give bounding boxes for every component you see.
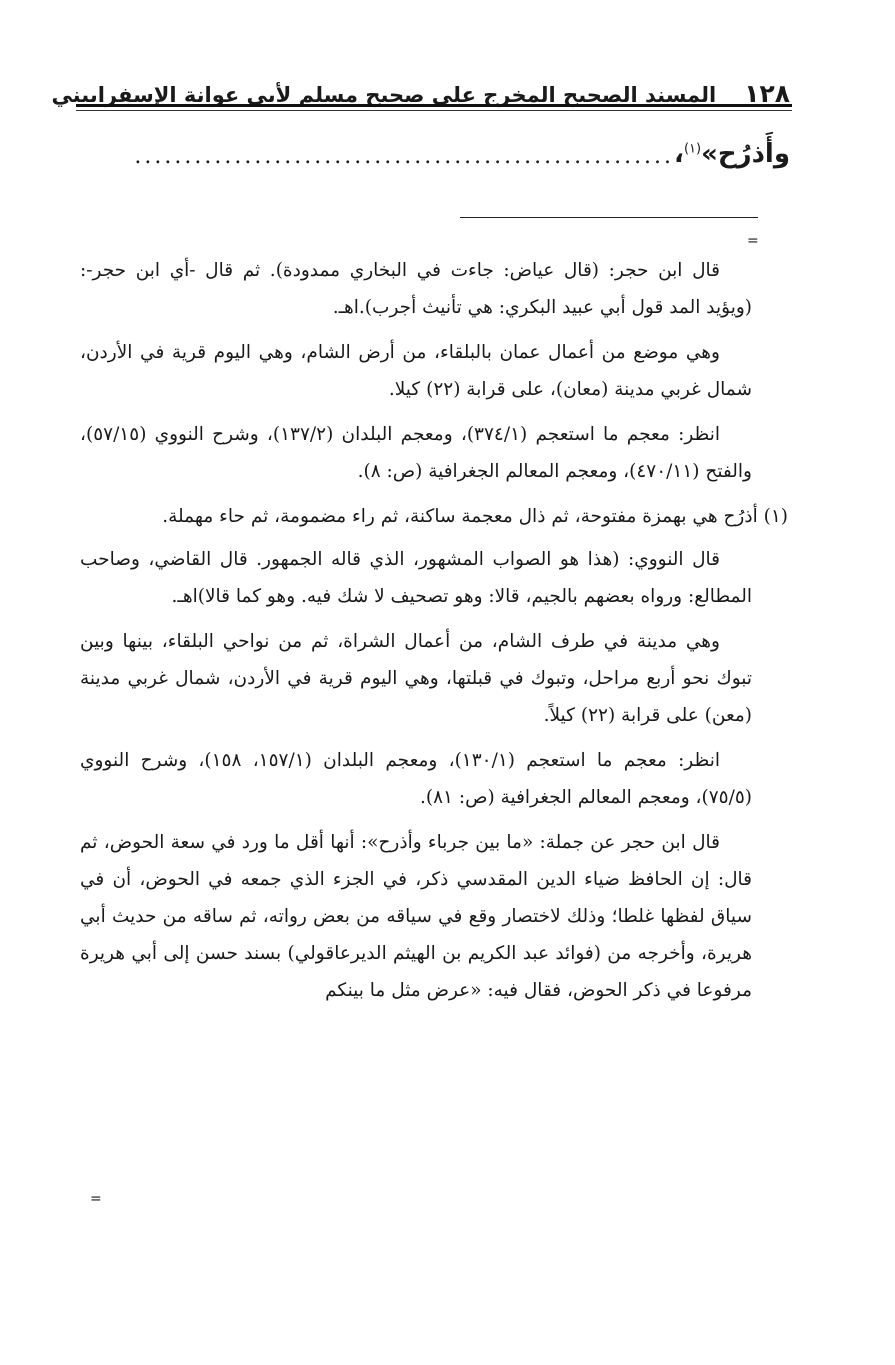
main-word-text: وأَذرُح» [701, 138, 790, 169]
page-header [51, 70, 790, 108]
footnote-paragraph: قال النووي: (هذا هو الصواب المشهور، الذي قاله الجمهور. قال القاضي، وصاحب المطالع: ورواه بعضهم بالجيم، قالا: وهو تصحيف لا شك فيه. وهو كما قالا)اهـ. [80, 549, 752, 607]
footnote-paragraph: انظر: معجم ما استعجم (١٣٠/١)، ومعجم البلدان (١٥٧/١، ١٥٨)، وشرح النووي (٧٥/٥)، ومعجم المعالم الجغرافية (ص: ٨١). [80, 750, 752, 808]
footnote-1: (١) أذرُح هي بهمزة مفتوحة، ثم ذال معجمة ساكنة، ثم راء مضمومة، ثم حاء مهملة. [162, 506, 788, 527]
footnote-paragraph: قال ابن حجر: (قال عياض: جاءت في البخاري ممدودة). ثم قال -أي ابن حجر-: (ويؤيد المد قول أبي عبيد البكري: هي تأنيث أجرب).اهـ. [80, 260, 752, 318]
main-text-line [100, 126, 790, 170]
footnote-separator [460, 217, 758, 218]
footnote-paragraph: انظر: معجم ما استعجم (٣٧٤/١)، ومعجم البلدان (١٣٧/٢)، وشرح النووي (٥٧/١٥)، والفتح (٤٧٠/١١)، ومعجم المعالم الجغرافية (ص: ٨). [80, 424, 752, 482]
header-rule-thin [76, 110, 792, 111]
footnote-paragraph: وهي موضع من أعمال عمان بالبلقاء، من أرض الشام، وهي اليوم قرية في الأردن، شمال غربي مدينة (معان)، على قرابة (٢٢) كيلا. [80, 342, 752, 400]
header-rule [76, 104, 792, 107]
main-word-trailing: ، [674, 138, 684, 169]
continuation-mark-bottom: = [90, 1191, 102, 1207]
main-text-word [674, 139, 790, 170]
footnote-ref: (١) [683, 141, 702, 157]
running-title: المسند الصحيح المخرج على صحيح مسلم لأبي عوانة الإسفراييني [51, 83, 717, 107]
ellipsis-dots: ...................................................... [134, 143, 675, 169]
footnotes-body [80, 252, 788, 1017]
footnote-paragraph: قال ابن حجر عن جملة: «ما بين جرباء وأذرح»: أنها أقل ما ورد في سعة الحوض، ثم قال: إن الحافظ ضياء الدين المقدسي ذكر، في الجزء الذي جمعه في الحوض، أن في سياق لفظها غلطا؛ وذلك لاختصار وقع في سياقه من بعض رواته، ثم ساقه من حديث أبي هريرة، وأخرجه من (فوائد عبد الكريم بن الهيثم الديرعاقولي) بسند حسن إلى أبي هريرة مرفوعا في ذكر الحوض، فقال فيه: «عرض مثل ما بينكم [80, 832, 752, 1001]
page-number: ١٢٨ [744, 79, 790, 108]
footnote-paragraph: وهي مدينة في طرف الشام، من أعمال الشراة، ثم من نواحي البلقاء، بينها وبين تبوك نحو أربع مراحل، وتبوك في قبلتها، وهي اليوم قرية في الأردن، شمال غربي مدينة (معن) على قرابة (٢٢) كيلاً. [80, 631, 752, 726]
continuation-mark-top: = [747, 233, 759, 249]
